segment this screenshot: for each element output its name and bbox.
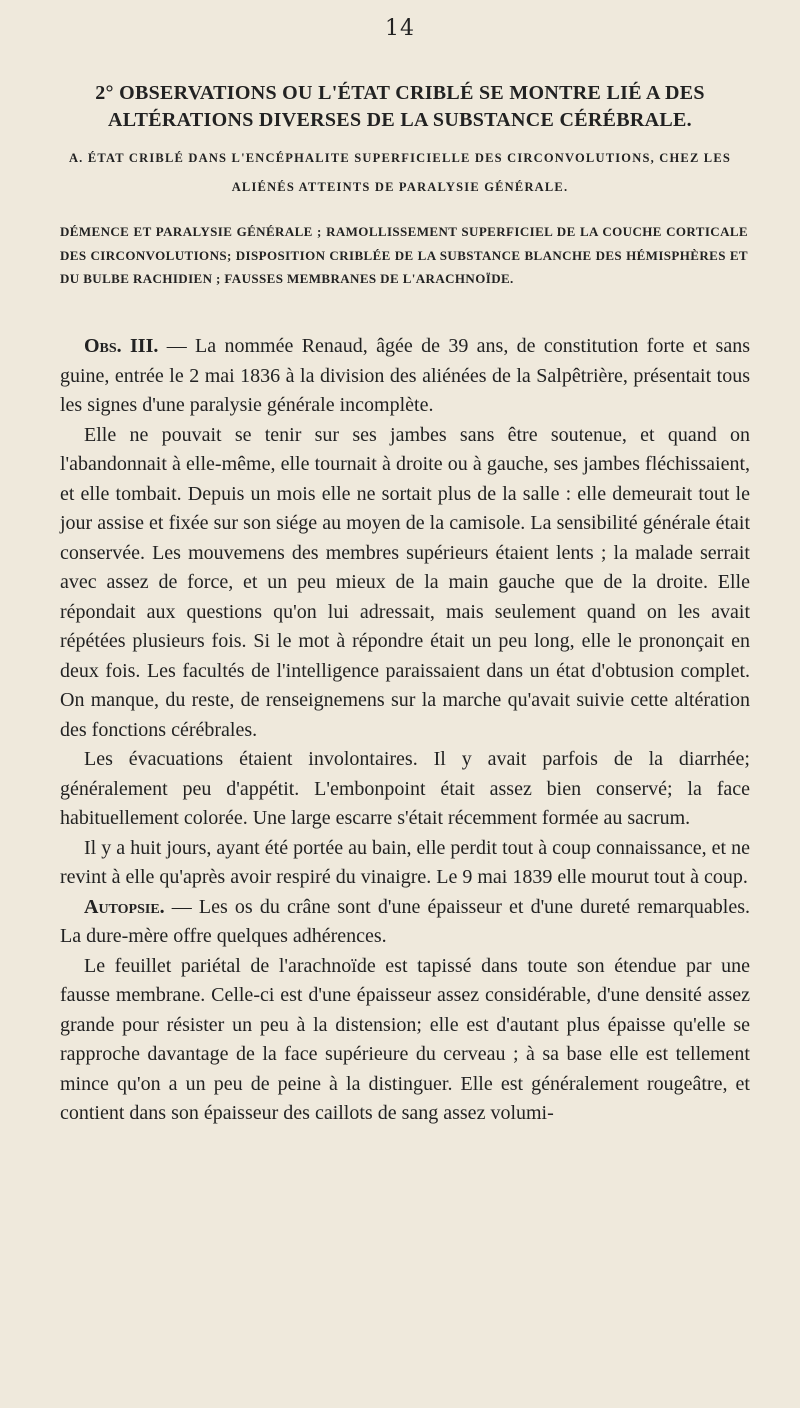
paragraph-1	[60, 332, 750, 421]
section-heading: 2° OBSERVATIONS OU L'ÉTAT CRIBLÉ SE MONTRE LIÉ A DES ALTÉRATIONS DIVERSES DE LA SUBSTANCE CÉRÉBRALE.	[95, 82, 705, 131]
paragraph-5-text: — Les os du crâne sont d'une épaisseur et d'une dureté remarquables. La dure-mère offre quelques adhérences.	[60, 895, 750, 947]
page-number: 14	[385, 16, 415, 41]
paragraph-2: Elle ne pouvait se tenir sur ses jambes sans être soutenue, et quand on l'abandonnait à elle-même, elle tournait à droite ou à gauche, ses jambes fléchissaient, et elle tombait. Depuis un mois elle ne sortait plus de la salle : elle demeurait tout le jour assise et fixée sur son siége au moyen de la camisole. La sensibilité générale était conservée. Les mouvemens des membres supérieurs étaient lents ; la malade serrait avec assez de force, et un peu mieux de la main gauche que de la droite. Elle répondait aux questions qu'on lui adressait, mais seulement quand on les avait répétées plusieurs fois. Si le mot à répondre était un peu long, elle le prononçait en deux fois. Les facultés de l'intelligence paraissaient dans un état d'obtusion complet. On manque, du reste, de renseignemens sur la marche qu'avait suivie cette altération des fonctions cérébrales.	[60, 423, 750, 741]
obs-label: Obs. III.	[84, 335, 159, 357]
paragraph-6: Le feuillet pariétal de l'arachnoïde est tapissé dans toute son étendue par une fausse membrane. Celle-ci est d'une épaisseur assez considérable, d'une densité assez grande pour résister un peu à la distension; elle est d'autant plus épaisse qu'elle se rapproche davantage de la face supérieure du cerveau ; à sa base elle est tellement mince qu'on a un peu de peine à la distinguer. Elle est généralement rougeâtre, et contient dans son épaisseur des caillots de sang assez volumi-	[60, 954, 750, 1124]
paragraph-4: Il y a huit jours, ayant été portée au bain, elle perdit tout à coup connaissance, et ne revint à elle qu'après avoir respiré du vinaigre. Le 9 mai 1839 elle mourut tout à coup.	[60, 836, 750, 888]
body-text	[60, 332, 750, 1129]
paragraph-3: Les évacuations étaient involontaires. Il y avait parfois de la diarrhée; généralement peu d'appétit. L'embonpoint était assez bien conservé; la face habituellement colorée. Une large escarre s'était récemment formée au sacrum.	[60, 748, 750, 829]
subsection-heading: A. ÉTAT CRIBLÉ DANS L'ENCÉPHALITE SUPERFICIELLE DES CIRCONVOLUTIONS, CHEZ LES ALIÉNÉS ATTEINTS DE PARALYSIE GÉNÉRALE.	[68, 151, 732, 194]
autopsie-label: Autopsie.	[84, 895, 165, 918]
paragraph-5	[60, 893, 750, 952]
paragraph-1-text: — La nommée Renaud, âgée de 39 ans, de constitution forte et sans guine, entrée le 2 mai 1836 à la division des aliénées de la Salpêtrière, présentait tous les signes d'une paralysie générale incomplète.	[60, 335, 750, 416]
case-heading: DÉMENCE ET PARALYSIE GÉNÉRALE ; RAMOLLISSEMENT SUPERFICIEL DE LA COUCHE CORTICALE DES CIRCONVOLUTIONS; DISPOSITION CRIBLÉE DE LA SUBSTANCE BLANCHE DES HÉMISPHÈRES ET DU BULBE RACHIDIEN ; FAUSSES MEMBRANES DE L'ARACHNOÏDE.	[60, 224, 748, 286]
